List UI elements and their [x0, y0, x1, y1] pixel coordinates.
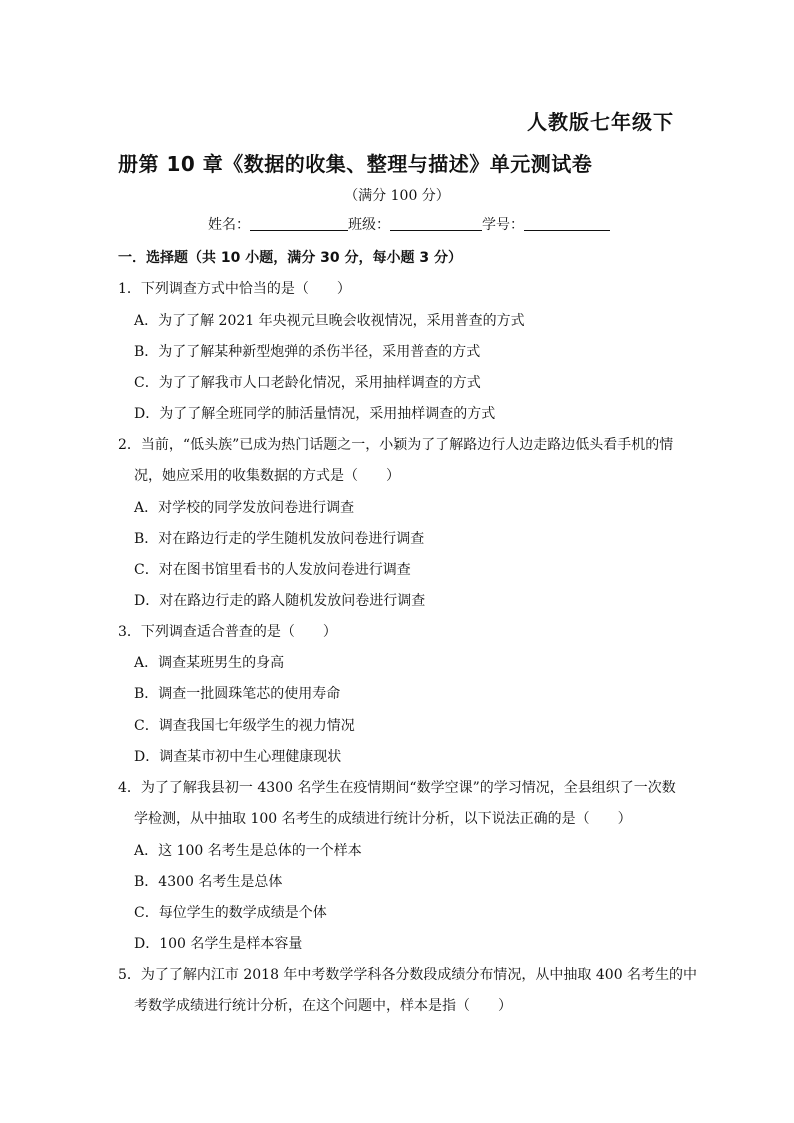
student-info-row [208, 214, 610, 234]
title-line-1: 人教版七年级下 [527, 110, 674, 134]
question-1-stem: 1．下列调查方式中恰当的是（ ） [118, 281, 351, 297]
question-1-option-d: D．为了了解全班同学的肺活量情况，采用抽样调查的方式 [134, 406, 496, 422]
question-3-option-c: C．调查我国七年级学生的视力情况 [134, 718, 355, 734]
section-title: 一．选择题（共 10 小题，满分 30 分，每小题 3 分） [118, 250, 462, 266]
subtitle: （满分 100 分） [344, 188, 450, 204]
question-4-option-b: B．4300 名考生是总体 [134, 874, 283, 890]
question-4-option-a: A．这 100 名考生是总体的一个样本 [134, 843, 362, 859]
question-2-option-b: B．对在路边行走的学生随机发放问卷进行调查 [134, 531, 425, 547]
id-blank[interactable] [524, 216, 610, 231]
name-blank[interactable] [250, 216, 348, 231]
question-2-option-c: C．对在图书馆里看书的人发放问卷进行调查 [134, 562, 411, 578]
question-3-option-b: B．调查一批圆珠笔芯的使用寿命 [134, 686, 341, 702]
question-4-stem-line-2: 学检测，从中抽取 100 名考生的成绩进行统计分析，以下说法正确的是（ ） [134, 811, 632, 827]
question-1-option-b: B．为了了解某种新型炮弹的杀伤半径，采用普查的方式 [134, 344, 481, 360]
class-label: 班级： [348, 217, 390, 233]
title-line-2: 册第 10 章《数据的收集、整理与描述》单元测试卷 [118, 152, 593, 176]
question-2-stem-line-2: 况，她应采用的收集数据的方式是（ ） [134, 468, 400, 484]
question-5-stem-line-1: 5．为了了解内江市 2018 年中考数学学科各分数段成绩分布情况，从中抽取 400 名考生的中 [118, 967, 698, 983]
question-1-option-a: A．为了了解 2021 年央视元旦晚会收视情况，采用普查的方式 [134, 313, 525, 329]
question-2-stem-line-1: 2．当前，“低头族”已成为热门话题之一，小颖为了了解路边行人边走路边低头看手机的情 [118, 437, 674, 453]
id-label: 学号： [482, 217, 524, 233]
question-4-option-c: C．每位学生的数学成绩是个体 [134, 905, 327, 921]
question-2-option-a: A．对学校的同学发放问卷进行调查 [134, 500, 355, 516]
question-3-stem: 3．下列调查适合普查的是（ ） [118, 624, 337, 640]
question-5-stem-line-2: 考数学成绩进行统计分析，在这个问题中，样本是指（ ） [134, 998, 512, 1014]
question-4-stem-line-1: 4．为了了解我县初一 4300 名学生在疫情期间“数学空课”的学习情况，全县组织了一次数 [118, 780, 676, 796]
question-3-option-d: D．调查某市初中生心理健康现状 [134, 749, 342, 765]
question-2-option-d: D．对在路边行走的路人随机发放问卷进行调查 [134, 593, 426, 609]
question-1-option-c: C．为了了解我市人口老龄化情况，采用抽样调查的方式 [134, 375, 481, 391]
question-3-option-a: A．调查某班男生的身高 [134, 655, 285, 671]
question-4-option-d: D．100 名学生是样本容量 [134, 936, 303, 952]
class-blank[interactable] [390, 216, 482, 231]
name-label: 姓名： [208, 217, 250, 233]
